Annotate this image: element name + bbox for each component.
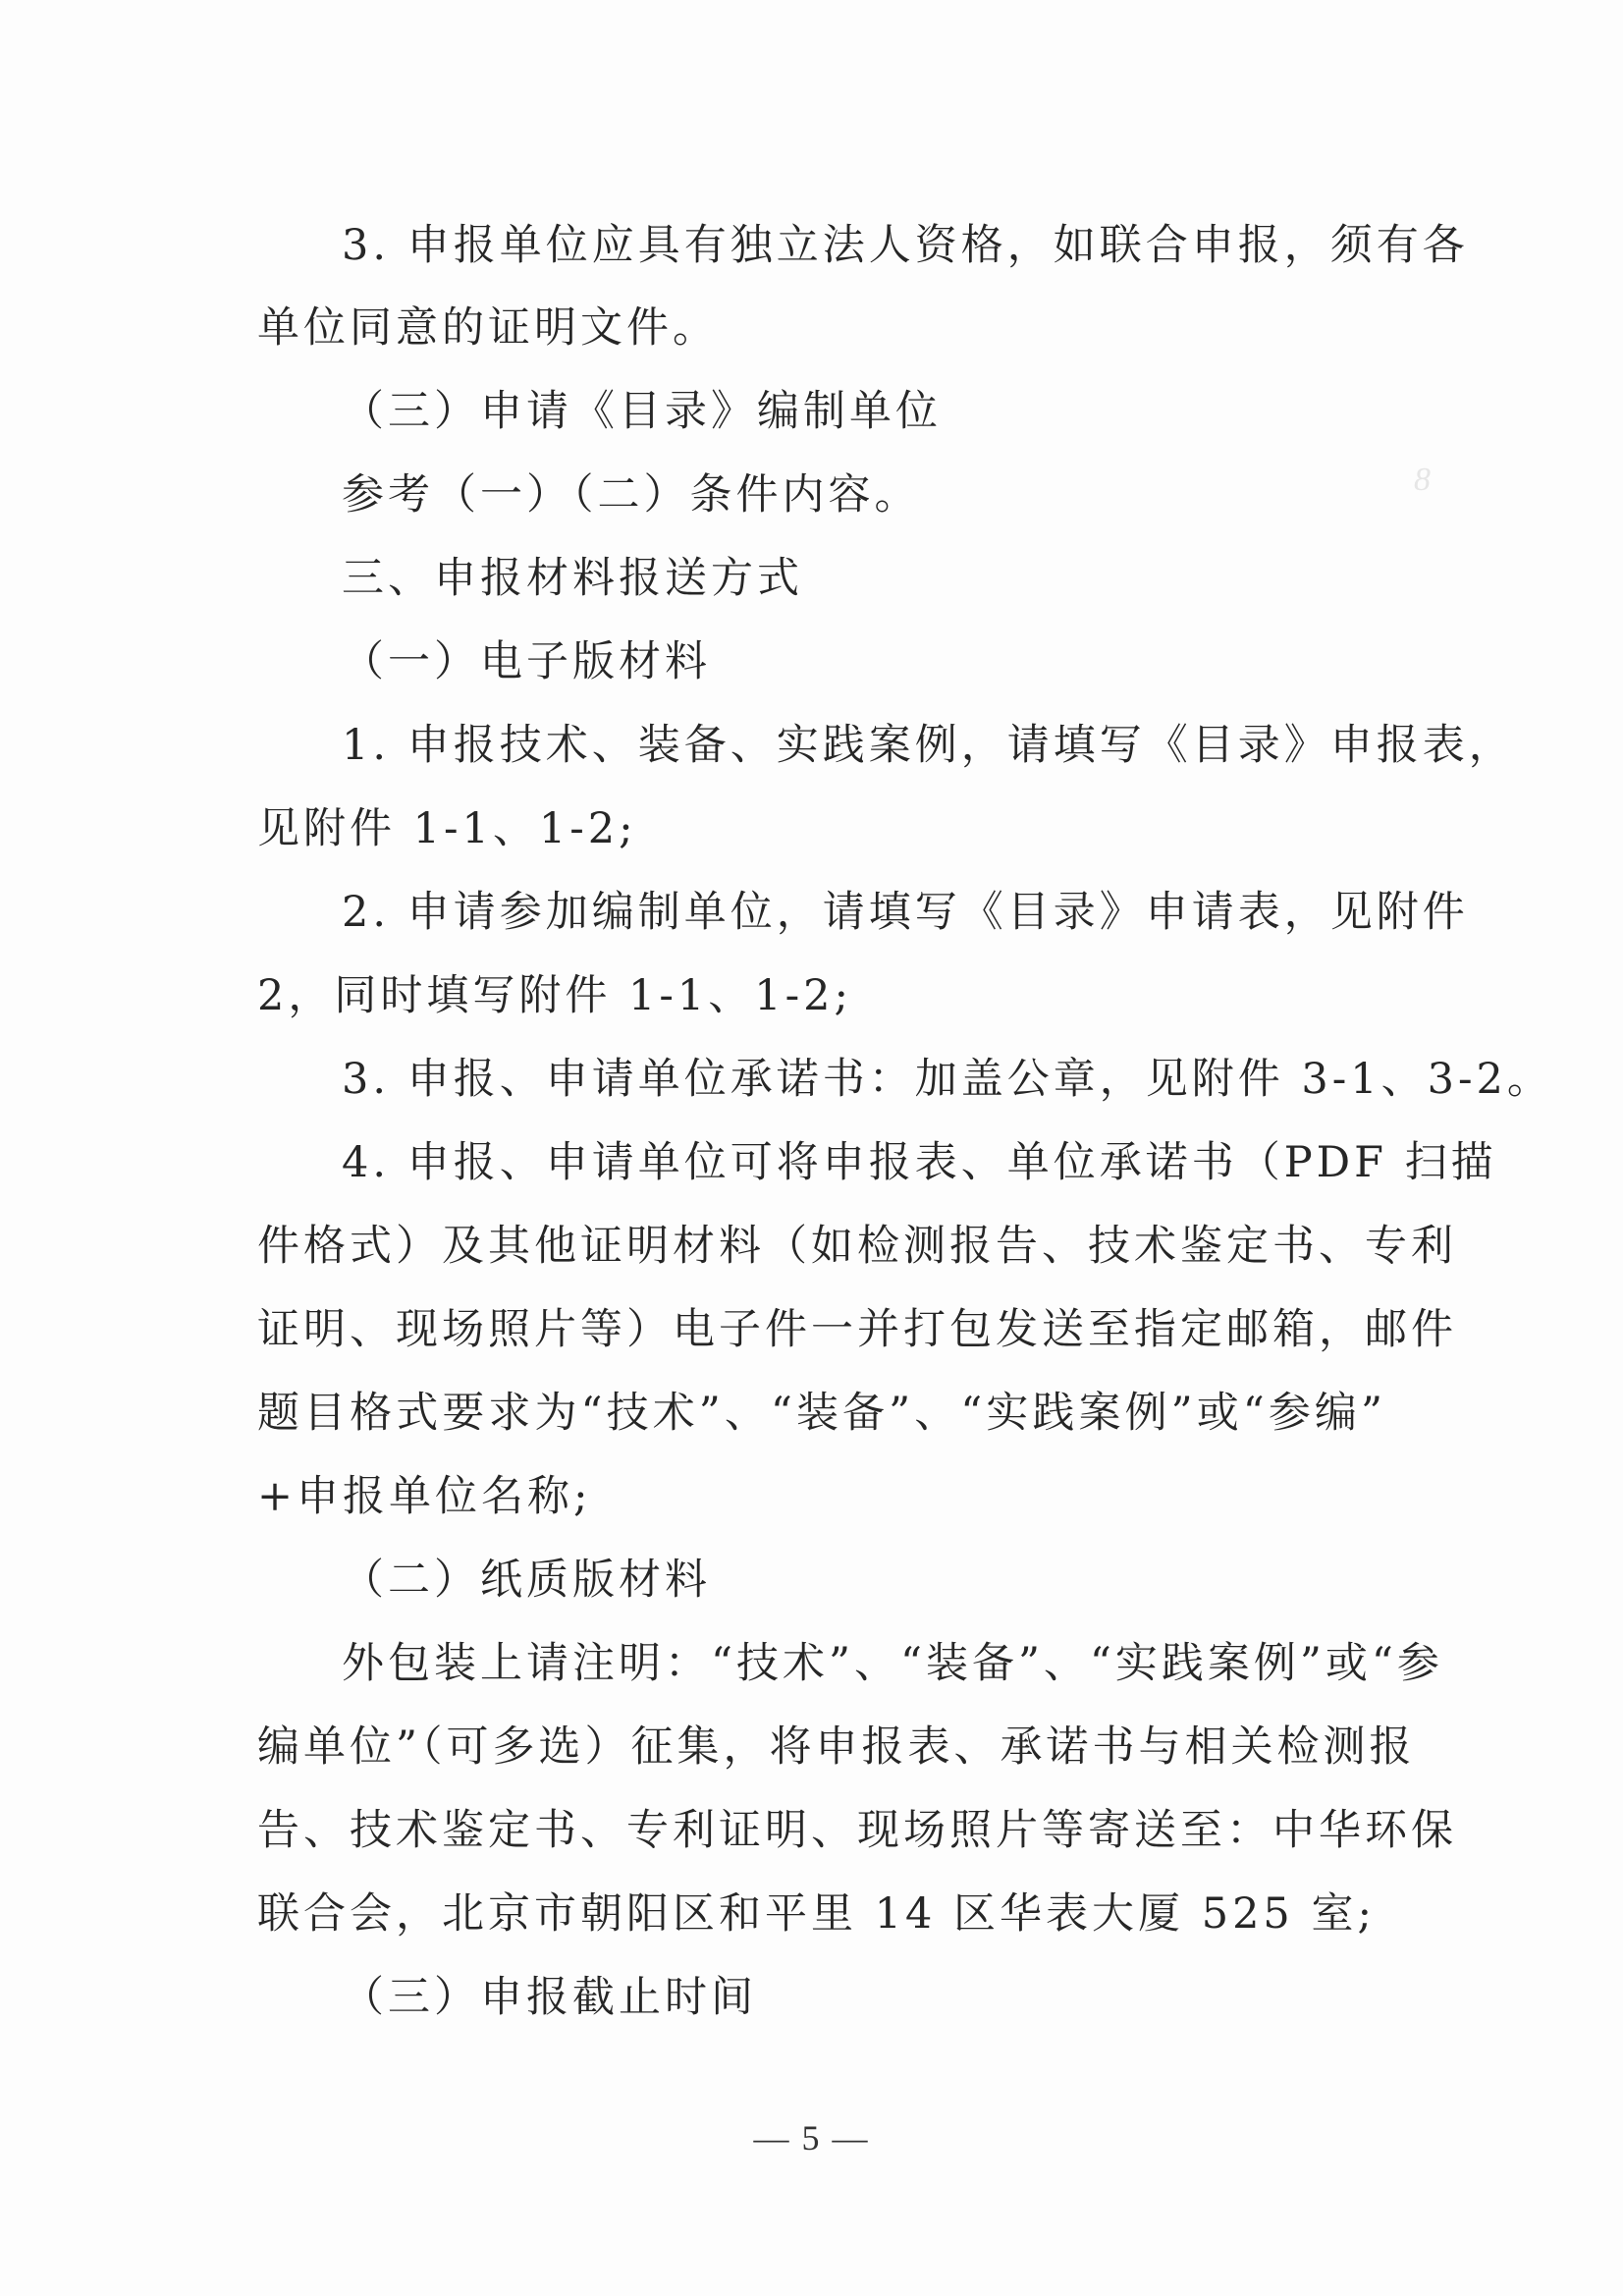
paragraph-line-19: 编单位”（可多选）征集，将申报表、承诺书与相关检测报 <box>257 1722 1416 1772</box>
paragraph-line-10: 2，同时填写附件 1-1、1-2; <box>257 971 853 1020</box>
paragraph-line-18: 外包装上请注明：“技术”、“装备”、“实践案例”或“参 <box>342 1639 1443 1688</box>
subsection-heading-paper: （二）纸质版材料 <box>342 1556 711 1605</box>
paragraph-line-16: +申报单位名称; <box>257 1472 592 1521</box>
section-heading-materials: 三、申报材料报送方式 <box>342 554 803 603</box>
section-heading-3: （三）申请《目录》编制单位 <box>342 387 942 436</box>
paragraph-line-9: 2. 申请参加编制单位，请填写《目录》申请表，见附件 <box>342 888 1469 937</box>
paragraph-line-20: 告、技术鉴定书、专利证明、现场照片等寄送至：中华环保 <box>257 1806 1457 1855</box>
paragraph-line-12: 4. 申报、申请单位可将申报表、单位承诺书（PDF 扫描 <box>342 1138 1497 1187</box>
paragraph-line-7: 1. 申报技术、装备、实践案例，请填写《目录》申报表， <box>342 721 1515 770</box>
paragraph-line-14: 证明、现场照片等）电子件一并打包发送至指定邮箱，邮件 <box>257 1305 1457 1354</box>
subsection-heading-electronic: （一）电子版材料 <box>342 637 711 686</box>
paragraph-line-8: 见附件 1-1、1-2; <box>257 804 637 853</box>
paragraph-line-15: 题目格式要求为“技术”、“装备”、“实践案例”或“参编” <box>257 1389 1386 1438</box>
paragraph-line-11: 3. 申报、申请单位承诺书：加盖公章，见附件 3-1、3-2。 <box>342 1055 1553 1104</box>
paragraph-line-13: 件格式）及其他证明材料（如检测报告、技术鉴定书、专利 <box>257 1222 1457 1271</box>
page-number: — 5 — <box>753 2118 870 2158</box>
subsection-heading-deadline: （三）申报截止时间 <box>342 1973 757 2022</box>
paragraph-line-21: 联合会，北京市朝阳区和平里 14 区华表大厦 525 室; <box>257 1889 1376 1939</box>
paragraph-line-4: 参考（一）（二）条件内容。 <box>342 470 921 519</box>
margin-mark: 8 <box>1414 462 1431 498</box>
paragraph-line-1: 3. 申报单位应具有独立法人资格，如联合申报，须有各 <box>342 221 1469 270</box>
paragraph-line-2: 单位同意的证明文件。 <box>257 303 719 353</box>
